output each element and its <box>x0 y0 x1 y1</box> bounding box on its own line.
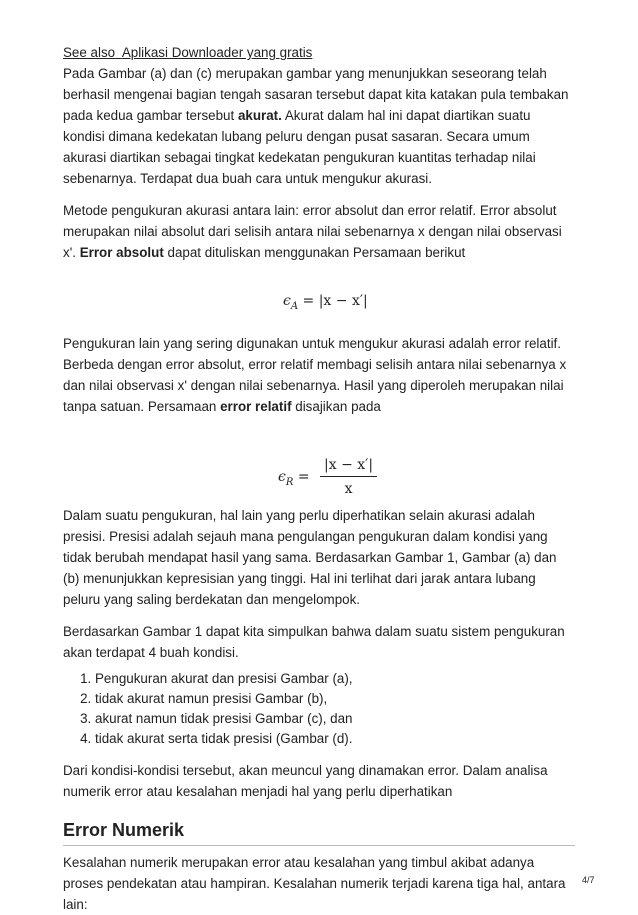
list-item: 1. Pengukuran akurat dan presisi Gambar (a), <box>95 669 575 689</box>
see-also-link[interactable]: See also Aplikasi Downloader yang gratis <box>63 45 313 60</box>
section-heading: Error Numerik <box>63 820 575 846</box>
conditions-list <box>63 669 575 749</box>
paragraph-accuracy: Pada Gambar (a) dan (c) merupakan gambar yang menunjukkan seseorang telah berhasil mengenai bagian tengah sasaran tersebut dapat kita katakan pula tembakan pada kedua gambar tersebut akurat. Akurat dalam hal ini dapat diartikan suatu kondisi dimana kedekatan lubang peluru dengan pusat sasaran. Secara umum akurasi diartikan sebagai tingkat kedekatan pengukuran kuantitas terhadap nilai sebenarnya. Terdapat dua buah cara untuk mengukur akurasi. <box>63 66 569 186</box>
article-body <box>63 42 575 915</box>
paragraph-error-intro: Dari kondisi-kondisi tersebut, akan meuncul yang dinamakan error. Dalam analisa numerik error atau kesalahan menjadi hal yang perlu diperhatikan <box>63 763 548 799</box>
paragraph-conditions-intro: Berdasarkan Gambar 1 dapat kita simpulkan bahwa dalam suatu sistem pengukuran akan terdapat 4 buah kondisi. <box>63 624 565 660</box>
paragraph-relative-error: Pengukuran lain yang sering digunakan untuk mengukur akurasi adalah error relatif. Berbeda dengan error absolut, error relatif membagi selisih antara nilai sebenarnya x dan nilai observasi x' dengan nilai sebenarnya. Hasil yang diperoleh merupakan nilai tanpa satuan. Persamaan error relatif disajikan pada <box>63 336 567 414</box>
paragraph-accuracy-methods: Metode pengukuran akurasi antara lain: error absolut dan error relatif. Error absolut merupakan nilai absolut dari selisih antara nilai sebenarnya x dengan nilai observasi x'. Error absolut dapat dituliskan menggunakan Persamaan berikut <box>63 203 562 260</box>
paragraph-precision: Dalam suatu pengukuran, hal lain yang perlu diperhatikan selain akurasi adalah presisi. Presisi adalah sejauh mana pengulangan pengukuran dalam kondisi yang tidak berubah mendapat hasil yang sama. Berdasarkan Gambar 1, Gambar (a) dan (b) menunjukkan kepresisian yang tinggi. Hal ini terlihat dari jarak antara lubang peluru yang saling berdekatan dan mengelompok. <box>63 508 557 607</box>
equation-absolute-error: $\epsilon_A = |x - x'|$ <box>283 293 368 312</box>
page-number: 4/7 <box>582 875 595 885</box>
see-also-line <box>63 42 575 189</box>
paragraph-numeric-error: Kesalahan numerik merupakan error atau kesalahan yang timbul akibat adanya proses pendekatan atau hampiran. Kesalahan numerik terjadi karena tiga hal, antara lain: <box>63 855 566 912</box>
list-item: 3. akurat namun tidak presisi Gambar (c), dan <box>95 709 575 729</box>
list-item: 4. tidak akurat serta tidak presisi (Gambar (d). <box>95 729 575 749</box>
list-item: 2. tidak akurat namun presisi Gambar (b), <box>95 689 575 709</box>
equation-relative-error: $\epsilon_R$ = $\frac{|x - x'|}{x}$ <box>63 417 575 505</box>
fraction: $\frac{|x - x'|}{x}$ <box>320 457 377 497</box>
